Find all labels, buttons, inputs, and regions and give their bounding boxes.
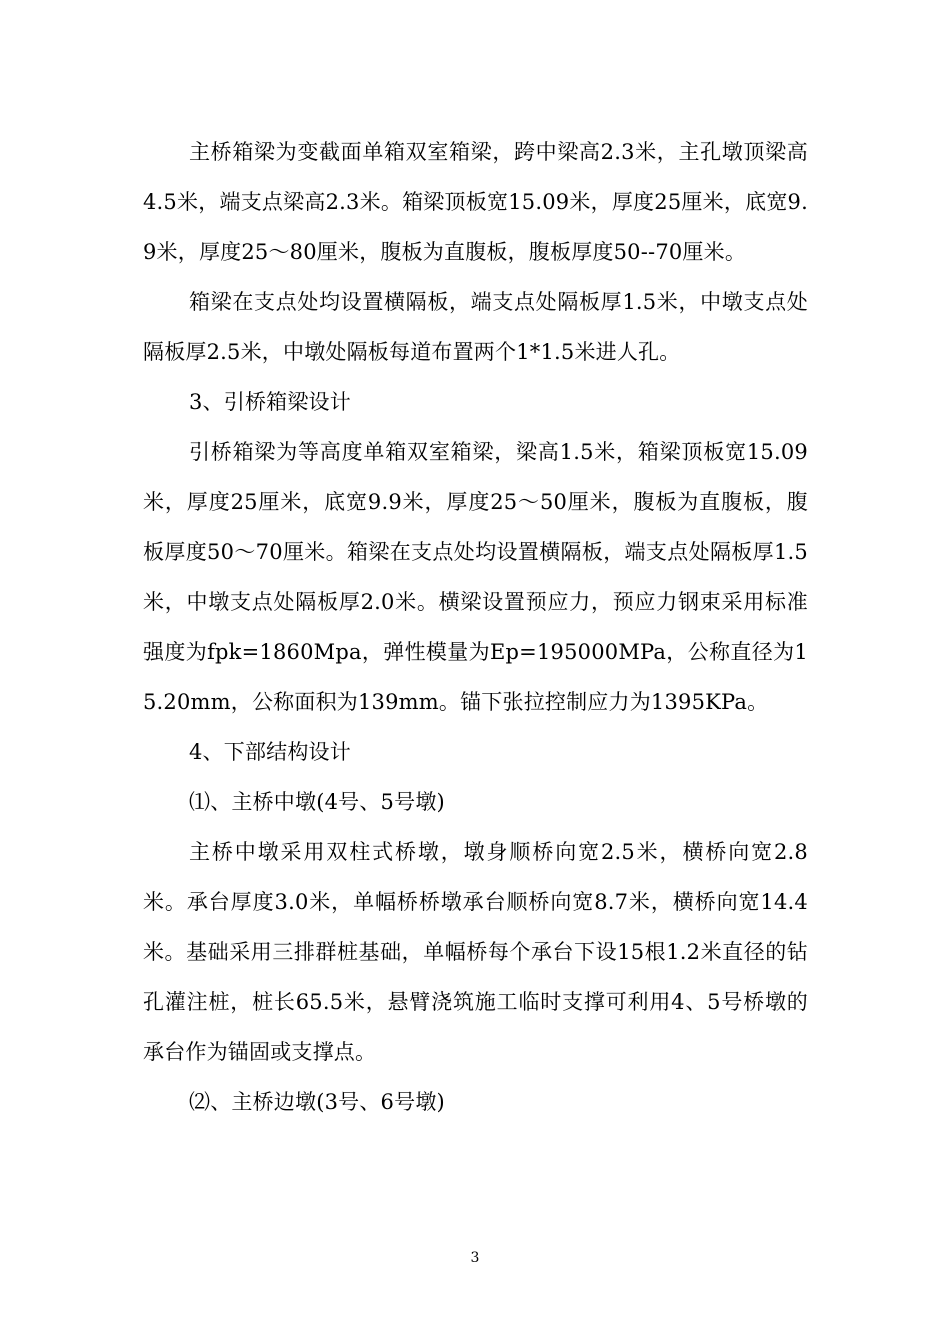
paragraph-diaphragm: 箱梁在支点处均设置横隔板，端支点处隔板厚1.5米，中墩支点处隔板厚2.5米，中墩处隔板每道布置两个1*1.5米进人孔。 <box>143 290 808 364</box>
heading-main-side-pier: ⑵、主桥边墩(3号、6号墩) <box>189 1090 445 1114</box>
page-number: 3 <box>470 1250 480 1266</box>
paragraph-approach-girder: 引桥箱梁为等高度单箱双室箱梁，梁高1.5米，箱梁顶板宽15.09米，厚度25厘米，底宽9.9米，厚度25～50厘米，腹板为直腹板，腹板厚度50～70厘米。箱梁在支点处均设置横隔板，端支点处隔板厚1.5米，中墩支点处隔板厚2.0米。横梁设置预应力，预应力钢束采用标准强度为fpk=1860Mpa，弹性模量为Ep=195000MPa，公称直径为15.20mm，公称面积为139mm。锚下张拉控制应力为1395KPa。 <box>143 440 808 714</box>
heading-approach-girder-design: 3、引桥箱梁设计 <box>189 390 351 414</box>
paragraph-main-box-girder: 主桥箱梁为变截面单箱双室箱梁，跨中梁高2.3米，主孔墩顶梁高4.5米，端支点梁高2.3米。箱梁顶板宽15.09米，厚度25厘米，底宽9.9米，厚度25～80厘米，腹板为直腹板，腹板厚度50--70厘米。 <box>143 140 808 264</box>
document-body <box>143 127 808 1127</box>
paragraph-main-middle-pier: 主桥中墩采用双柱式桥墩，墩身顺桥向宽2.5米，横桥向宽2.8米。承台厚度3.0米，单幅桥桥墩承台顺桥向宽8.7米，横桥向宽14.4米。基础采用三排群桩基础，单幅桥每个承台下设15根1.2米直径的钻孔灌注桩，桩长65.5米，悬臂浇筑施工临时支撑可利用4、5号桥墩的承台作为锚固或支撑点。 <box>143 840 808 1064</box>
heading-main-middle-pier: ⑴、主桥中墩(4号、5号墩) <box>189 790 445 814</box>
heading-substructure-design: 4、下部结构设计 <box>189 740 351 764</box>
